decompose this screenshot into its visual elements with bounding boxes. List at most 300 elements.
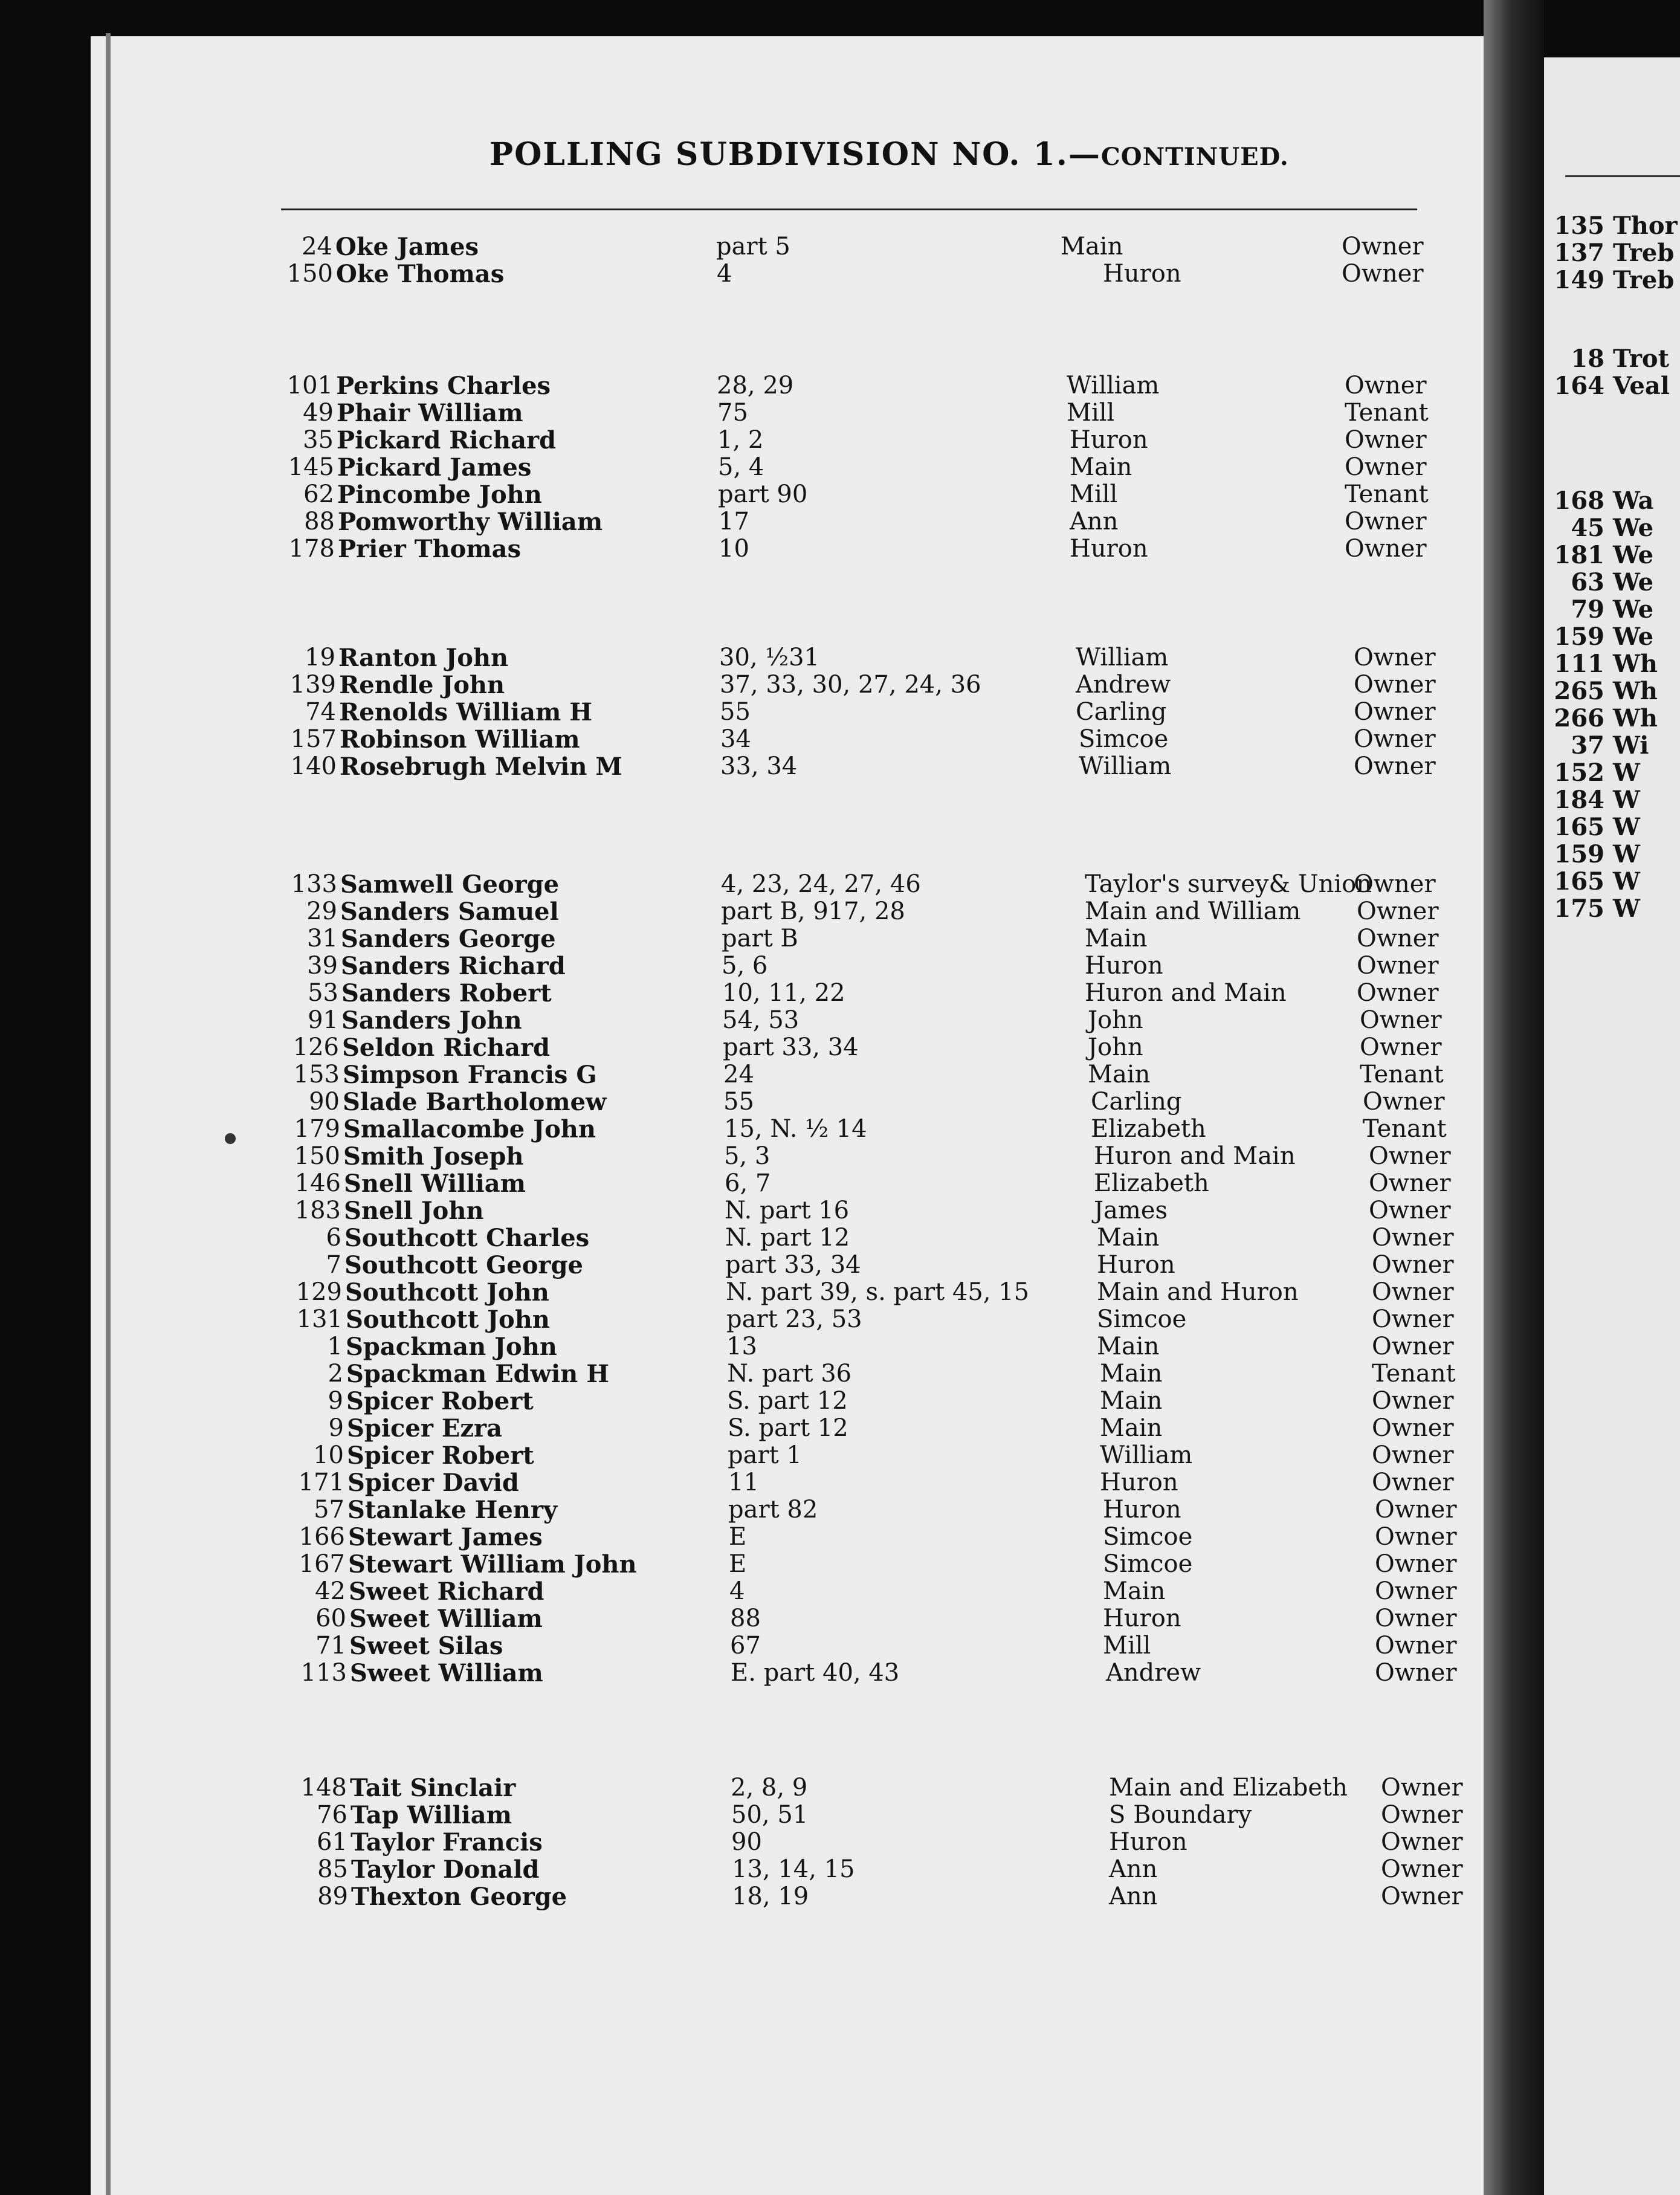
street-name: Main [1100, 1360, 1163, 1388]
street-name: Huron [1070, 426, 1148, 454]
owner-status: Owner [1345, 508, 1427, 535]
voter-name: Phair William [337, 399, 523, 427]
voter-number: 126 [292, 1033, 339, 1061]
facing-page-name: W [1613, 813, 1640, 841]
owner-status: Owner [1354, 725, 1436, 753]
owner-status: Owner [1360, 1033, 1442, 1061]
owner-status: Owner [1372, 1414, 1454, 1442]
owner-status: Owner [1381, 1774, 1463, 1802]
owner-status: Owner [1381, 1801, 1463, 1829]
voter-number: 53 [308, 979, 338, 1007]
lot-description: 17 [719, 508, 749, 535]
lot-description: 75 [717, 399, 748, 427]
voter-name: Stewart William John [348, 1550, 637, 1579]
facing-page-row [1550, 487, 1653, 515]
voter-name: Sweet William [350, 1659, 543, 1687]
lot-description: 1, 2 [717, 426, 764, 454]
street-name: Ann [1070, 508, 1119, 535]
voter-number: 140 [290, 752, 337, 780]
street-name: Carling [1091, 1088, 1182, 1116]
facing-page-row [1550, 704, 1658, 732]
voter-row [0, 1414, 1484, 1441]
lot-description: 13, 14, 15 [732, 1855, 855, 1883]
voter-row [0, 1251, 1484, 1278]
owner-status: Owner [1375, 1659, 1457, 1687]
voter-name: Spackman John [346, 1333, 557, 1361]
voter-row [0, 1197, 1484, 1224]
owner-status: Owner [1372, 1305, 1454, 1333]
lot-description: S. part 12 [728, 1414, 848, 1442]
lot-description: 90 [731, 1828, 762, 1856]
street-name: Huron [1109, 1828, 1187, 1856]
lot-description: N. part 39, s. part 45, 15 [726, 1278, 1030, 1306]
voter-row [0, 1577, 1484, 1605]
facing-page-name: Wh [1613, 704, 1658, 732]
voter-number: 90 [309, 1088, 340, 1116]
voter-row [0, 535, 1484, 562]
voter-name: Stewart James [348, 1523, 543, 1551]
voter-row [0, 372, 1484, 399]
lot-description: 4 [717, 260, 732, 288]
facing-page-row [1550, 677, 1658, 705]
lot-description: part 33, 34 [723, 1033, 859, 1061]
voter-number: 74 [305, 698, 336, 726]
voter-number: 171 [298, 1469, 344, 1496]
lot-description: part 82 [728, 1496, 818, 1524]
lot-description: 5, 4 [718, 453, 764, 481]
street-name: William [1076, 644, 1169, 671]
facing-page-number: 63 [1571, 568, 1604, 596]
voter-name: Pincombe John [337, 480, 542, 509]
lot-description: 10, 11, 22 [722, 979, 845, 1007]
facing-page-row [1550, 622, 1653, 651]
owner-status: Owner [1375, 1605, 1457, 1632]
facing-page-number: 18 [1571, 344, 1604, 373]
lot-description: 11 [728, 1469, 759, 1496]
facing-page-row [1550, 894, 1640, 923]
owner-status: Owner [1372, 1251, 1454, 1279]
street-name: John [1088, 1006, 1143, 1034]
facing-page-row [1550, 372, 1670, 400]
voter-name: Sweet Richard [349, 1577, 544, 1606]
voter-name: Slade Bartholomew [343, 1088, 607, 1116]
voter-name: Sanders Samuel [340, 897, 559, 926]
voter-name: Pickard Richard [337, 426, 557, 454]
facing-page-name: Wa [1613, 487, 1654, 515]
facing-page-name: W [1613, 786, 1640, 814]
voter-row [0, 725, 1484, 752]
voter-row [0, 1828, 1484, 1855]
voter-row [0, 1883, 1484, 1910]
facing-page-number: 266 [1554, 704, 1604, 732]
lot-description: N. part 36 [727, 1360, 852, 1388]
owner-status: Owner [1372, 1333, 1454, 1360]
voter-number: 178 [288, 535, 335, 563]
voter-row [0, 1550, 1484, 1577]
facing-page-number: 165 [1554, 867, 1604, 896]
voter-name: Sanders George [341, 925, 556, 953]
facing-page-row [1550, 212, 1678, 240]
street-name: Main [1097, 1333, 1160, 1360]
owner-status: Owner [1345, 426, 1427, 454]
facing-page-name: We [1613, 622, 1654, 651]
owner-status: Owner [1369, 1169, 1451, 1197]
street-name: Simcoe [1103, 1550, 1193, 1578]
facing-page-number: 184 [1554, 786, 1604, 814]
owner-status: Owner [1354, 870, 1436, 898]
facing-page-name: We [1613, 541, 1654, 569]
street-name: Carling [1076, 698, 1167, 726]
voter-number: 148 [300, 1774, 347, 1802]
voter-name: Seldon Richard [342, 1033, 551, 1062]
voter-row [0, 1855, 1484, 1883]
owner-status: Owner [1345, 453, 1427, 481]
voter-row [0, 1801, 1484, 1828]
facing-page-number: 79 [1571, 595, 1604, 624]
lot-description: 13 [726, 1333, 757, 1360]
street-name: Andrew [1106, 1659, 1201, 1687]
lot-description: E [729, 1523, 747, 1551]
facing-page-name: Wh [1613, 650, 1658, 678]
facing-page-row [1550, 650, 1658, 678]
voter-row [0, 1169, 1484, 1197]
lot-description: 54, 53 [722, 1006, 800, 1034]
voter-name: Renolds William H [339, 698, 593, 726]
facing-page-name: W [1613, 894, 1640, 923]
voter-row [0, 1774, 1484, 1801]
voter-name: Tait Sinclair [350, 1774, 516, 1802]
lot-description: E [729, 1550, 747, 1578]
lot-description: part 33, 34 [725, 1251, 861, 1279]
owner-status: Owner [1375, 1496, 1457, 1524]
owner-status: Owner [1342, 260, 1424, 288]
street-name: John [1088, 1033, 1143, 1061]
voter-name: Tap William [351, 1801, 512, 1829]
voter-name: Oke Thomas [336, 260, 505, 288]
owner-status: Owner [1369, 1197, 1451, 1224]
voter-name: Southcott John [346, 1305, 550, 1334]
owner-status: Owner [1354, 752, 1436, 780]
facing-page-name: W [1613, 867, 1640, 896]
lot-description: N. part 16 [725, 1197, 850, 1224]
voter-number: 157 [290, 725, 337, 753]
facing-page-number: 111 [1554, 650, 1604, 678]
voter-row [0, 952, 1484, 979]
voter-name: Smith Joseph [343, 1142, 524, 1171]
voter-row [0, 1441, 1484, 1469]
street-name: Huron [1100, 1469, 1178, 1496]
street-name: Main and William [1085, 897, 1301, 925]
voter-row [0, 870, 1484, 897]
owner-status: Owner [1375, 1577, 1457, 1605]
street-name: Huron [1085, 952, 1163, 980]
owner-status: Owner [1372, 1278, 1454, 1306]
voter-row [0, 1033, 1484, 1061]
voter-row [0, 1496, 1484, 1523]
lot-description: 5, 3 [724, 1142, 771, 1170]
voter-name: Simpson Francis G [343, 1061, 597, 1089]
street-name: William [1100, 1441, 1193, 1469]
lot-description: 50, 51 [731, 1801, 809, 1829]
facing-page-name: Wh [1613, 677, 1658, 705]
lot-description: E. part 40, 43 [731, 1659, 900, 1687]
voter-number: 19 [305, 644, 335, 671]
owner-status: Owner [1342, 233, 1424, 260]
owner-status: Owner [1354, 671, 1436, 699]
owner-status: Owner [1360, 1006, 1442, 1034]
voter-row [0, 1387, 1484, 1414]
voter-row [0, 925, 1484, 952]
voter-name: Taylor Donald [351, 1855, 540, 1884]
street-name: Elizabeth [1091, 1115, 1206, 1143]
owner-status: Tenant [1372, 1360, 1456, 1388]
voter-number: 31 [307, 925, 338, 952]
lot-description: N. part 12 [725, 1224, 850, 1252]
owner-status: Owner [1357, 979, 1439, 1007]
lot-description: 18, 19 [732, 1883, 809, 1910]
lot-description: 15, N. ½ 14 [724, 1115, 867, 1143]
lot-description: part 23, 53 [726, 1305, 862, 1333]
facing-page-name: We [1613, 514, 1654, 542]
voter-row [0, 1224, 1484, 1251]
voter-number: 76 [317, 1801, 347, 1829]
facing-page-name: Thor [1613, 212, 1678, 240]
facing-page-row [1550, 731, 1649, 760]
street-name: Huron [1103, 1605, 1181, 1632]
voter-row [0, 426, 1484, 453]
voter-name: Spicer David [347, 1469, 519, 1497]
street-name: Main [1097, 1224, 1160, 1252]
lot-description: part 5 [716, 233, 790, 260]
street-name: Simcoe [1079, 725, 1169, 753]
owner-status: Owner [1357, 952, 1439, 980]
lot-description: 5, 6 [722, 952, 768, 980]
street-name: Main [1100, 1387, 1163, 1415]
voter-row [0, 644, 1484, 671]
voter-name: Sanders Robert [341, 979, 552, 1007]
facing-page-row [1550, 595, 1653, 624]
lot-description: part 1 [728, 1441, 802, 1469]
lot-description: 88 [730, 1605, 761, 1632]
voter-number: 131 [296, 1305, 343, 1333]
voter-number: 167 [299, 1550, 345, 1578]
voter-name: Snell John [344, 1197, 484, 1225]
facing-page-row [1550, 514, 1653, 542]
voter-row [0, 1632, 1484, 1659]
voter-name: Spackman Edwin H [346, 1360, 609, 1388]
facing-page-number: 181 [1554, 541, 1604, 569]
facing-page-row [1550, 758, 1640, 787]
voter-row [0, 233, 1484, 260]
facing-page-number: 165 [1554, 813, 1604, 841]
voter-number: 61 [317, 1828, 347, 1856]
owner-status: Owner [1354, 698, 1436, 726]
voter-number: 101 [286, 372, 333, 399]
facing-page-rule [1565, 175, 1680, 177]
voter-row [0, 752, 1484, 780]
voter-number: 85 [317, 1855, 348, 1883]
street-name: Huron and Main [1085, 979, 1287, 1007]
voter-number: 24 [302, 233, 332, 260]
voter-row [0, 671, 1484, 698]
voter-number: 49 [303, 399, 334, 427]
owner-status: Owner [1357, 925, 1439, 952]
voter-name: Oke James [335, 233, 479, 261]
owner-status: Owner [1375, 1550, 1457, 1578]
voter-number: 133 [291, 870, 337, 898]
lot-description: 4, 23, 24, 27, 46 [721, 870, 921, 898]
voter-name: Sweet William [349, 1605, 543, 1633]
owner-status: Owner [1345, 535, 1427, 563]
facing-page-number: 135 [1554, 212, 1604, 240]
lot-description: 55 [723, 1088, 754, 1116]
lot-description: 6, 7 [725, 1169, 771, 1197]
owner-status: Owner [1375, 1523, 1457, 1551]
voter-number: 2 [328, 1360, 343, 1388]
facing-page-row [1550, 541, 1653, 569]
owner-status: Owner [1372, 1469, 1454, 1496]
owner-status: Owner [1381, 1828, 1463, 1856]
voter-name: Thexton George [351, 1883, 567, 1911]
voter-name: Southcott Charles [344, 1224, 590, 1252]
lot-description: 33, 34 [720, 752, 798, 780]
voter-number: 9 [328, 1414, 344, 1442]
street-name: Huron [1097, 1251, 1175, 1279]
facing-page-row [1550, 344, 1669, 373]
voter-row [0, 1469, 1484, 1496]
facing-page-number: 159 [1554, 622, 1604, 651]
street-name: S Boundary [1109, 1801, 1252, 1829]
voter-row [0, 1523, 1484, 1550]
voter-name: Sanders Richard [341, 952, 566, 980]
voter-name: Southcott George [344, 1251, 583, 1279]
street-name: Taylor's survey& Union [1085, 870, 1372, 898]
voter-number: 39 [307, 952, 338, 980]
voter-row [0, 399, 1484, 426]
lot-description: 10 [719, 535, 749, 563]
voter-number: 179 [294, 1115, 340, 1143]
facing-page-name: Veal [1613, 372, 1670, 400]
voter-number: 6 [326, 1224, 341, 1252]
voter-number: 9 [328, 1387, 343, 1415]
voter-number: 145 [288, 453, 334, 481]
voter-name: Smallacombe John [343, 1115, 596, 1143]
street-name: Mill [1070, 480, 1118, 508]
facing-page-number: 37 [1571, 731, 1604, 760]
facing-page-name: W [1613, 758, 1640, 787]
facing-page-number: 159 [1554, 840, 1604, 868]
facing-page-name: Wi [1613, 731, 1649, 760]
voter-row [0, 1333, 1484, 1360]
facing-page-name: We [1613, 595, 1654, 624]
voter-row [0, 1115, 1484, 1142]
voter-number: 150 [286, 260, 333, 288]
owner-status: Owner [1369, 1142, 1451, 1170]
lot-description: 30, ½31 [719, 644, 819, 671]
page-title-main: POLLING SUBDIVISION NO. 1.— [489, 136, 1101, 173]
facing-page-row [1550, 239, 1674, 267]
voter-row [0, 1360, 1484, 1387]
voter-number: 153 [293, 1061, 340, 1088]
voter-number: 146 [294, 1169, 341, 1197]
facing-page-name: Treb [1613, 239, 1675, 267]
facing-page-row [1550, 867, 1640, 896]
voter-number: 129 [296, 1278, 342, 1306]
lot-description: 28, 29 [717, 372, 794, 399]
voter-row [0, 1061, 1484, 1088]
street-name: Huron and Main [1094, 1142, 1296, 1170]
facing-page-number: 175 [1554, 894, 1604, 923]
lot-description: 55 [720, 698, 751, 726]
lot-description: 4 [729, 1577, 745, 1605]
lot-description: S. part 12 [727, 1387, 848, 1415]
voter-name: Samwell George [340, 870, 560, 899]
facing-page-number: 152 [1554, 758, 1604, 787]
voter-number: 150 [294, 1142, 340, 1170]
lot-description: 2, 8, 9 [731, 1774, 808, 1802]
street-name: Simcoe [1103, 1523, 1193, 1551]
owner-status: Owner [1363, 1088, 1445, 1116]
lot-description: 37, 33, 30, 27, 24, 36 [720, 671, 981, 699]
voter-name: Perkins Charles [336, 372, 551, 400]
voter-number: 88 [304, 508, 335, 535]
voter-row [0, 1142, 1484, 1169]
street-name: Mill [1103, 1632, 1151, 1660]
owner-status: Owner [1381, 1883, 1463, 1910]
owner-status: Owner [1375, 1632, 1457, 1660]
lot-description: part B, 917, 28 [721, 897, 905, 925]
voter-number: 113 [300, 1659, 347, 1687]
voter-number: 91 [308, 1006, 338, 1034]
owner-status: Owner [1372, 1224, 1454, 1252]
voter-number: 1 [327, 1333, 343, 1360]
facing-page-number: 137 [1554, 239, 1604, 267]
voter-number: 62 [303, 480, 334, 508]
voter-name: Sanders John [341, 1006, 522, 1035]
voter-name: Taylor Francis [351, 1828, 543, 1857]
street-name: Elizabeth [1094, 1169, 1209, 1197]
voter-name: Snell William [344, 1169, 526, 1198]
street-name: Ann [1109, 1883, 1158, 1910]
voter-number: 60 [315, 1605, 346, 1632]
voter-name: Sweet Silas [349, 1632, 503, 1660]
voter-name: Rendle John [339, 671, 505, 699]
street-name: Andrew [1076, 671, 1171, 699]
voter-row [0, 897, 1484, 925]
voter-number: 29 [306, 897, 337, 925]
owner-status: Tenant [1360, 1061, 1444, 1088]
street-name: William [1067, 372, 1160, 399]
facing-page-name: Trot [1613, 344, 1670, 373]
voter-row [0, 1659, 1484, 1686]
street-name: Simcoe [1097, 1305, 1187, 1333]
lot-description: 24 [723, 1061, 754, 1088]
facing-page-row [1550, 840, 1640, 868]
street-name: Main [1103, 1577, 1166, 1605]
street-name: Main and Elizabeth [1109, 1774, 1348, 1802]
street-name: Huron [1070, 535, 1148, 563]
facing-page-row [1550, 266, 1674, 294]
voter-row [0, 453, 1484, 480]
street-name: Ann [1109, 1855, 1158, 1883]
voter-number: 7 [326, 1251, 341, 1279]
voter-row [0, 260, 1484, 287]
street-name: Huron [1103, 260, 1181, 288]
lot-description: 34 [720, 725, 751, 753]
voter-row [0, 1605, 1484, 1632]
voter-name: Southcott John [345, 1278, 549, 1307]
facing-page-number: 164 [1554, 372, 1604, 400]
